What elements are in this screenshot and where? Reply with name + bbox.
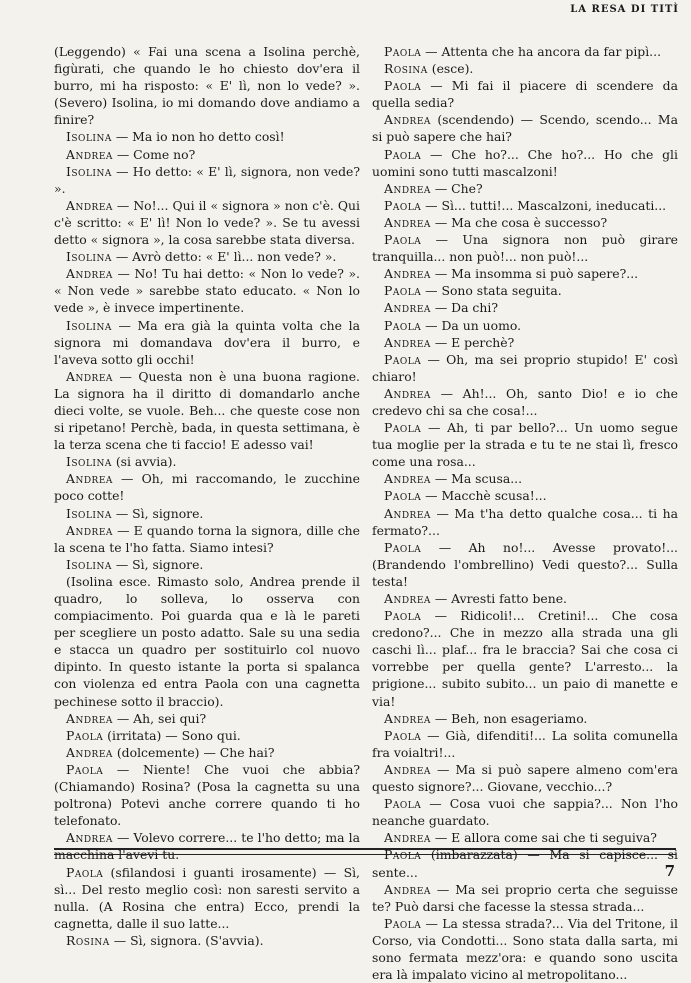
dialogue-paragraph — [54, 505, 360, 522]
dialogue-text: (si avvia). — [115, 454, 177, 470]
dialogue-paragraph — [372, 385, 678, 419]
speaker-name: Paola — [384, 915, 422, 931]
dialogue-text: — Sì, signora. (S'avvia). — [113, 932, 264, 948]
dialogue-paragraph — [372, 60, 678, 77]
speaker-name: Andrea — [66, 197, 113, 213]
speaker-name: Andrea — [384, 471, 431, 487]
dialogue-paragraph — [372, 727, 678, 761]
dialogue-text: — Avrò detto: « E' lì... non vede? ». — [115, 249, 337, 265]
dialogue-paragraph — [372, 539, 678, 590]
dialogue-paragraph — [54, 710, 360, 727]
dialogue-paragraph — [54, 522, 360, 556]
speaker-name: Isolina — [66, 129, 112, 145]
dialogue-text: — Ah, sei qui? — [116, 710, 207, 726]
dialogue-paragraph — [54, 146, 360, 163]
dialogue-text: — Ma si può sapere almeno com'era questo signore?... Giovane, vecchio...? — [372, 761, 678, 795]
speaker-name: Paola — [384, 847, 422, 863]
dialogue-paragraph — [372, 351, 678, 385]
dialogue-text: — Da un uomo. — [425, 317, 522, 333]
speaker-name: Paola — [384, 539, 422, 555]
dialogue-paragraph — [372, 180, 678, 197]
speaker-name: Andrea — [384, 710, 431, 726]
dialogue-text: — Come no? — [116, 146, 196, 162]
speaker-name: Isolina — [66, 454, 112, 470]
dialogue-paragraph — [54, 573, 360, 710]
dialogue-text: — E quando torna la signora, dille che la scena te l'ho fatta. Siamo intesi? — [54, 522, 360, 555]
speaker-name: Andrea — [66, 830, 113, 846]
speaker-name: Paola — [384, 727, 422, 743]
dialogue-text: — Che? — [434, 180, 483, 196]
speaker-name: Paola — [384, 78, 422, 94]
dialogue-text: — Volevo correre... te l'ho detto; ma la macchina l'avevi tu. — [54, 830, 360, 863]
dialogue-paragraph — [54, 470, 360, 504]
speaker-name: Andrea — [384, 505, 431, 521]
dialogue-text: — Ah, ti par bello?... Un uomo segue tua moglie per la strada e tu te ne stai lì, fresco come una rosa... — [372, 420, 678, 470]
dialogue-text: (esce). — [431, 61, 474, 77]
running-header: LA RESA DI TITÌ — [570, 4, 679, 15]
dialogue-text: (Leggendo) « Fai una scena a Isolina perchè, figùrati, che quando le ho chiesto dov'era il burro, mi ha risposto: « E' lì, non lo vede? ». (Severo) Isolina, io mi domando dove andiamo a finire? — [54, 44, 360, 128]
dialogue-paragraph — [372, 299, 678, 316]
dialogue-text: — Questa non è una buona ragione. La signora ha il diritto di domandarlo anche dieci volte, se vuole. Beh... che queste cose non si ripetano! Perchè, bada, in questa settimana, è la terza scena che ti faccio! E adesso vai! — [54, 368, 360, 453]
dialogue-text: — Niente! Che vuoi che abbia? (Chiamando) Rosina? (Posa la cagnetta su una poltrona) Potevi anche correre quando ti ho telefonato. — [54, 761, 360, 829]
dialogue-paragraph — [54, 453, 360, 470]
dialogue-text: — Sì... tutti!... Mascalzoni, ineducati... — [425, 197, 667, 213]
dialogue-paragraph — [54, 761, 360, 829]
dialogue-text: — La stessa strada?... Via del Tritone, il Corso, via Condotti... Sono stata dalla sarta, mi sono fermata mezz'ora: e quando sono uscita era là impalato vicino al metropolitano... — [372, 915, 678, 983]
speaker-name: Andrea — [66, 744, 113, 760]
dialogue-paragraph — [54, 197, 360, 248]
dialogue-paragraph — [54, 317, 360, 368]
dialogue-text: — Sì, signore. — [115, 505, 204, 521]
dialogue-paragraph — [372, 77, 678, 111]
speaker-name: Andrea — [66, 146, 113, 162]
speaker-name: Andrea — [66, 266, 113, 282]
dialogue-paragraph — [372, 317, 678, 334]
dialogue-paragraph — [372, 265, 678, 282]
speaker-name: Andrea — [66, 471, 113, 487]
speaker-name: Andrea — [384, 300, 431, 316]
speaker-name: Isolina — [66, 317, 112, 333]
dialogue-paragraph — [54, 265, 360, 316]
speaker-name: Paola — [66, 727, 104, 743]
dialogue-paragraph — [372, 829, 678, 846]
speaker-name: Andrea — [384, 385, 431, 401]
dialogue-paragraph — [54, 829, 360, 863]
speaker-name: Andrea — [384, 830, 431, 846]
speaker-name: Paola — [384, 44, 422, 59]
speaker-name: Andrea — [384, 881, 431, 897]
speaker-name: Paola — [66, 864, 104, 880]
speaker-name: Andrea — [384, 334, 431, 350]
dialogue-paragraph — [372, 214, 678, 231]
dialogue-text: — Avresti fatto bene. — [434, 591, 567, 606]
dialogue-paragraph — [372, 487, 678, 504]
speaker-name: Andrea — [384, 761, 431, 777]
dialogue-text: — Attenta che ha ancora da far pipì... — [425, 44, 662, 59]
dialogue-paragraph — [54, 248, 360, 265]
speaker-name: Isolina — [66, 505, 112, 521]
dialogue-text: — Ho detto: « E' lì, signora, non vede? ». — [54, 163, 360, 196]
dialogue-text: — Ma scusa... — [434, 471, 523, 487]
dialogue-text: — E allora come sai che ti seguiva? — [434, 830, 657, 846]
dialogue-text: — Ah no!... Avesse provato!... (Brandendo l'ombrellino) Vedi questo?... Sulla testa! — [372, 539, 678, 589]
speaker-name: Paola — [384, 351, 422, 367]
dialogue-paragraph — [372, 111, 678, 145]
dialogue-text: — Ah!... Oh, santo Dio! e io che credevo chi sa che cosa!... — [372, 385, 678, 418]
dialogue-text: — Beh, non esageriamo. — [434, 710, 588, 726]
dialogue-paragraph — [372, 915, 678, 983]
dialogue-text: — E perchè? — [434, 334, 515, 350]
dialogue-paragraph — [372, 334, 678, 351]
speaker-name: Andrea — [384, 591, 431, 606]
speaker-name: Andrea — [384, 112, 431, 128]
dialogue-paragraph — [372, 419, 678, 470]
dialogue-text: — Ma insomma si può sapere?... — [434, 266, 639, 282]
bottom-rule — [54, 848, 676, 855]
speaker-name: Paola — [384, 283, 422, 299]
dialogue-paragraph — [372, 43, 678, 60]
dialogue-paragraph — [372, 146, 678, 180]
speaker-name: Paola — [384, 608, 422, 624]
dialogue-text: (sfilandosi i guanti irosamente) — Sì, sì... Del resto meglio così: non saresti servito a nulla. (A Rosina che entra) Ecco, prendi la cagnetta, dalle il suo latte... — [54, 864, 360, 931]
dialogue-paragraph — [54, 727, 360, 744]
dialogue-paragraph — [54, 128, 360, 145]
speaker-name: Rosina — [66, 932, 110, 948]
dialogue-paragraph — [54, 556, 360, 573]
speaker-name: Paola — [384, 488, 422, 504]
dialogue-paragraph — [54, 43, 360, 128]
speaker-name: Isolina — [66, 556, 112, 572]
speaker-name: Andrea — [384, 214, 431, 230]
speaker-name: Paola — [384, 146, 422, 162]
dialogue-text: — Ridicoli!... Cretini!... Che cosa credono?... Che in mezzo alla strada una gli caschi lì... plaf... fra le braccia? Sai che cosa ci vorrebbe per quella gente? L'arresto... la prigione... subito subito... un paio di manette e via! — [372, 608, 678, 709]
dialogue-text: (scendendo) — Scendo, scendo... Ma si può sapere che hai? — [372, 112, 678, 145]
right-column — [372, 43, 678, 983]
dialogue-text: (imbarazzata) — Ma si capisce... si sente... — [372, 847, 678, 880]
dialogue-text: — Ma t'ha detto qualche cosa... ti ha fermato?... — [372, 505, 678, 538]
dialogue-text: — Ma io non ho detto così! — [115, 129, 285, 145]
dialogue-paragraph — [372, 282, 678, 299]
speaker-name: Paola — [384, 796, 422, 812]
speaker-name: Isolina — [66, 249, 112, 265]
speaker-name: Andrea — [66, 522, 113, 538]
page-number: 7 — [664, 862, 675, 880]
dialogue-text: — Mi fai il piacere di scendere da quella sedia? — [372, 78, 678, 111]
dialogue-text: — Cosa vuoi che sappia?... Non l'ho neanche guardato. — [372, 796, 678, 829]
dialogue-paragraph — [372, 590, 678, 607]
dialogue-paragraph — [372, 470, 678, 487]
dialogue-text: — Già, difenditi!... La solita comunella fra voialtri!... — [372, 727, 678, 760]
dialogue-paragraph — [372, 710, 678, 727]
dialogue-paragraph — [54, 932, 360, 949]
dialogue-text: (Isolina esce. Rimasto solo, Andrea prende il quadro, lo solleva, lo osserva con compiacimento. Poi guarda qua e là le pareti per scegliere un posto adatto. Sale su una sedia e stacca un quadro per sostituirlo col nuovo dipinto. In questo istante la porta si spalanca con violenza ed entra Paola con una cagnetta pechinese sotto il braccio). — [54, 573, 360, 709]
speaker-name: Andrea — [66, 710, 113, 726]
speaker-name: Paola — [384, 232, 422, 248]
dialogue-paragraph — [372, 795, 678, 829]
dialogue-text: (irritata) — Sono qui. — [107, 727, 241, 743]
dialogue-text: — Che ho?... Che ho?... Ho che gli uomini sono tutti mascalzoni! — [372, 146, 678, 179]
speaker-name: Andrea — [66, 368, 113, 384]
dialogue-text: — Da chi? — [434, 300, 498, 316]
dialogue-paragraph — [372, 197, 678, 214]
left-column — [54, 43, 360, 949]
dialogue-text: — Ma era già la quinta volta che la signora mi domandava dov'era il burro, e l'aveva sotto gli occhi! — [54, 317, 360, 367]
dialogue-text: — Una signora non può girare tranquilla... non può!... non può!... — [372, 232, 678, 265]
dialogue-text: (dolcemente) — Che hai? — [116, 744, 275, 760]
dialogue-paragraph — [372, 607, 678, 710]
dialogue-text: — No!... Qui il « signora » non c'è. Qui c'è scritto: « E' lì! Non lo vede? ». Se tu avessi detto « signora », la cosa sarebbe stata diversa. — [54, 197, 360, 248]
dialogue-paragraph — [372, 231, 678, 265]
dialogue-text: — Sono stata seguita. — [425, 283, 562, 299]
dialogue-paragraph — [54, 163, 360, 197]
dialogue-paragraph — [54, 744, 360, 761]
speaker-name: Paola — [384, 317, 422, 333]
dialogue-text: — Ma che cosa è successo? — [434, 214, 608, 230]
dialogue-paragraph — [54, 368, 360, 453]
speaker-name: Isolina — [66, 163, 112, 179]
dialogue-text: — No! Tu hai detto: « Non lo vede? ». « Non vede » sarebbe stato educato. « Non lo vede », è invece impertinente. — [54, 266, 360, 316]
speaker-name: Paola — [384, 197, 422, 213]
dialogue-text: — Oh, ma sei proprio stupido! E' così chiaro! — [372, 351, 678, 384]
speaker-name: Andrea — [384, 180, 431, 196]
dialogue-text: — Sì, signore. — [115, 556, 204, 572]
speaker-name: Andrea — [384, 266, 431, 282]
dialogue-paragraph — [372, 505, 678, 539]
speaker-name: Paola — [384, 420, 422, 436]
dialogue-text: — Oh, mi raccomando, le zucchine poco cotte! — [54, 471, 360, 504]
speaker-name: Paola — [66, 761, 104, 777]
dialogue-text: — Macchè scusa!... — [425, 488, 547, 504]
speaker-name: Rosina — [384, 61, 428, 77]
dialogue-paragraph — [372, 761, 678, 795]
dialogue-text: — Ma sei proprio certa che seguisse te? Può darsi che facesse la stessa strada... — [372, 881, 678, 914]
dialogue-paragraph — [54, 864, 360, 932]
dialogue-paragraph — [372, 881, 678, 915]
